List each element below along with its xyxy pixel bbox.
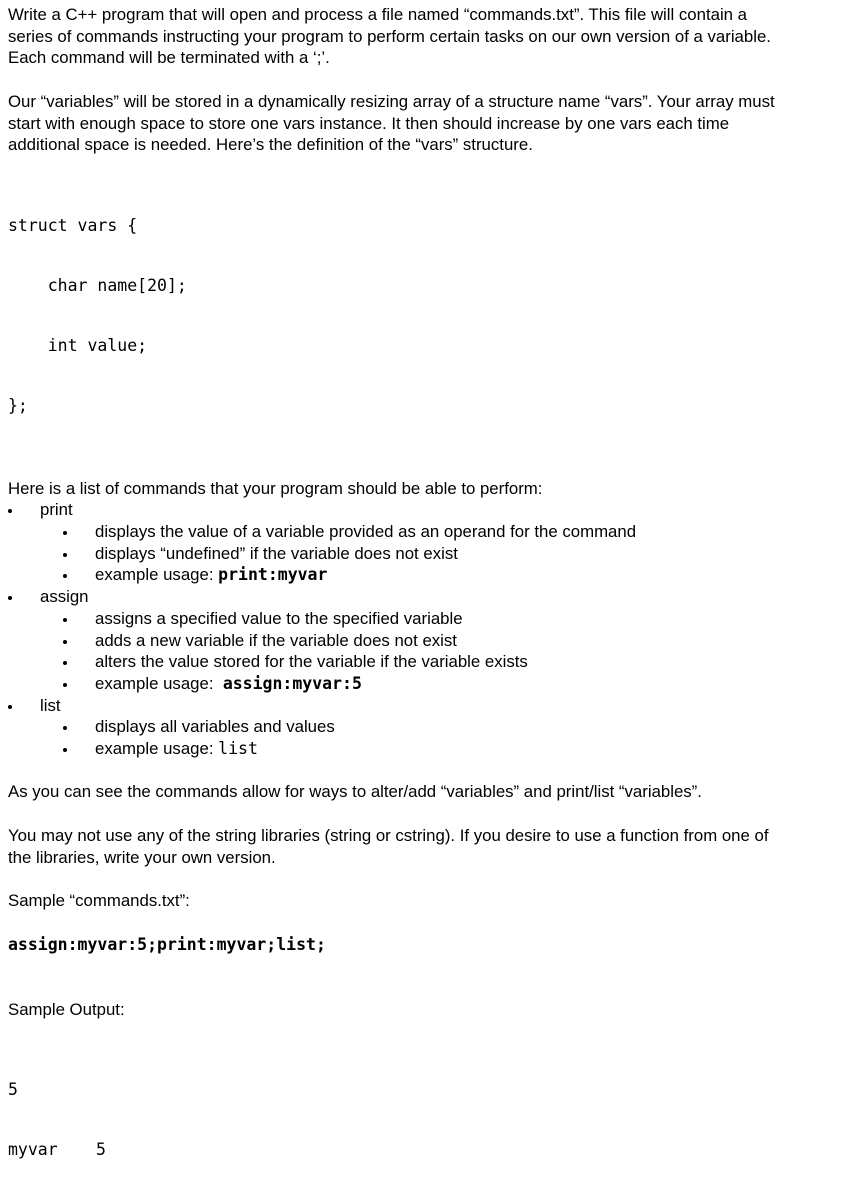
command-name: assign	[40, 587, 89, 607]
command-name: list	[40, 695, 61, 715]
detail-text: displays “undefined” if the variable does not exist	[95, 543, 458, 563]
detail-item	[40, 738, 858, 760]
code-line: };	[8, 395, 28, 415]
text-line: additional space is needed. Here’s the definition of the “vars” structure.	[8, 135, 533, 155]
detail-item	[40, 521, 858, 543]
command-details	[40, 521, 858, 586]
sample-output-block	[8, 1040, 858, 1200]
detail-item	[40, 608, 858, 630]
bullet-icon	[8, 586, 16, 600]
detail-item	[40, 673, 858, 695]
bullet-icon	[63, 630, 71, 644]
example-code: print:myvar	[218, 565, 328, 585]
bullet-icon	[63, 543, 71, 557]
detail-text: adds a new variable if the variable does not exist	[95, 630, 457, 650]
intro-paragraph	[8, 4, 858, 69]
command-details	[40, 716, 858, 759]
code-line: struct vars {	[8, 215, 138, 235]
detail-item	[40, 651, 858, 673]
code-line: int value;	[8, 335, 148, 355]
restriction-paragraph	[8, 825, 858, 868]
command-list	[8, 499, 858, 759]
output-row	[8, 1140, 858, 1160]
text-line: the libraries, write your own version.	[8, 847, 276, 867]
text-line: Write a C++ program that will open and process a file named “commands.txt”. This file will contain a	[8, 5, 748, 24]
text-line: You may not use any of the string libraries (string or cstring). If you desire to use a function from one of	[8, 825, 769, 845]
text-line: start with enough space to store one vars instance. It then should increase by one vars each time	[8, 113, 730, 133]
command-item-print	[8, 499, 858, 586]
detail-text: assigns a specified value to the specified variable	[95, 608, 463, 628]
bullet-icon	[63, 716, 71, 730]
commands-intro: Here is a list of commands that your program should be able to perform:	[8, 478, 543, 498]
vars-paragraph	[8, 91, 858, 156]
command-item-list	[8, 695, 858, 760]
output-var-value: 5	[96, 1140, 106, 1160]
struct-code-block	[8, 176, 858, 456]
bullet-icon	[63, 564, 71, 578]
sample-output-label: Sample Output:	[8, 999, 125, 1019]
bullet-icon	[63, 521, 71, 535]
detail-item	[40, 543, 858, 565]
example-label: example usage:	[95, 565, 214, 585]
detail-text: displays the value of a variable provided as an operand for the command	[95, 522, 637, 541]
example-label: example usage:	[95, 739, 214, 759]
bullet-icon	[63, 673, 71, 687]
command-name: print	[40, 500, 73, 520]
detail-item	[40, 564, 858, 586]
output-line: 5	[8, 1080, 18, 1100]
bullet-icon	[8, 499, 16, 513]
example-code: list	[218, 739, 258, 759]
detail-item	[40, 716, 858, 738]
bullet-icon	[63, 651, 71, 665]
example-label: example usage:	[95, 673, 214, 693]
text-line: Each command will be terminated with a ‘;’.	[8, 48, 330, 68]
summary-paragraph: As you can see the commands allow for ways to alter/add “variables” and print/list “variables”.	[8, 782, 702, 802]
bullet-icon	[63, 738, 71, 752]
code-line: char name[20];	[8, 275, 187, 295]
sample-file-code: assign:myvar:5;print:myvar;list;	[8, 934, 326, 954]
text-line: Our “variables” will be stored in a dynamically resizing array of a structure name “vars”. Your array must	[8, 91, 775, 111]
sample-file-label: Sample “commands.txt”:	[8, 890, 190, 910]
detail-text: alters the value stored for the variable if the variable exists	[95, 652, 528, 672]
bullet-icon	[63, 608, 71, 622]
command-item-assign	[8, 586, 858, 695]
bullet-icon	[8, 695, 16, 709]
assignment-document	[8, 4, 858, 1200]
text-line: series of commands instructing your program to perform certain tasks on our own version of a variable.	[8, 26, 771, 46]
detail-item	[40, 630, 858, 652]
command-details	[40, 608, 858, 695]
example-code: assign:myvar:5	[222, 673, 362, 693]
output-var-name: myvar	[8, 1140, 58, 1160]
detail-text: displays all variables and values	[95, 717, 335, 737]
